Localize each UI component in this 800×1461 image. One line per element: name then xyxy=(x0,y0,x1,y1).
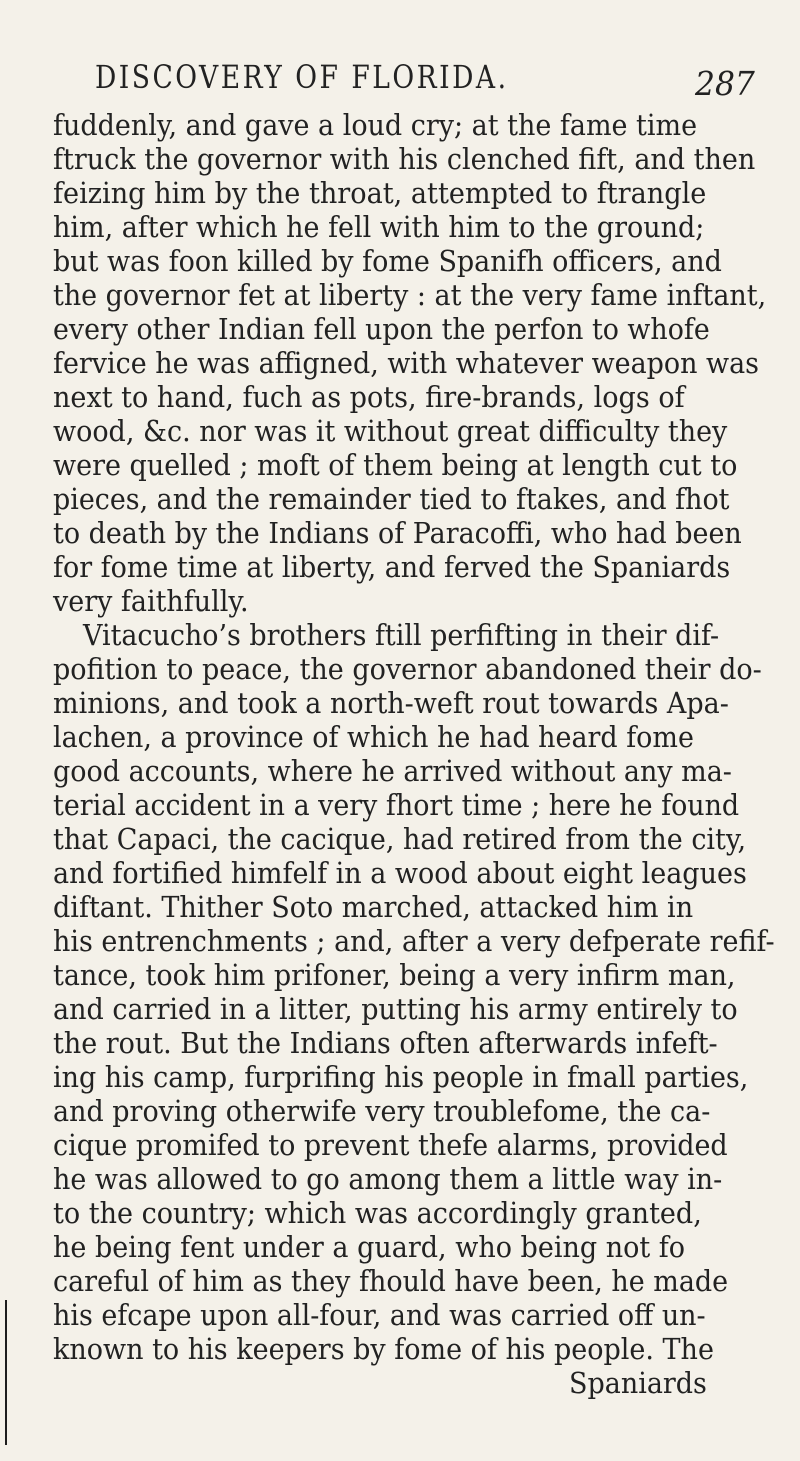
text-line: and proving otherwife very troublefome, the ca- xyxy=(53,1094,711,1128)
text-line: terial accident in a very fhort time ; here he found xyxy=(53,788,740,822)
page-header xyxy=(95,58,795,102)
text-line: and carried in a litter, putting his army entirely to xyxy=(53,992,738,1026)
text-line: him, after which he fell with him to the ground; xyxy=(53,210,705,244)
catchword: Spaniards xyxy=(569,1366,707,1400)
text-line: very faithfully. xyxy=(53,584,249,618)
text-line: careful of him as they fhould have been, he made xyxy=(53,1264,729,1298)
text-line: diftant. Thither Soto marched, attacked him in xyxy=(53,890,694,924)
text-line: were quelled ; moft of them being at length cut to xyxy=(53,448,738,482)
text-line: his efcape upon all-four, and was carried off un- xyxy=(53,1298,706,1332)
text-line: he being fent under a guard, who being not fo xyxy=(53,1230,686,1264)
running-head: DISCOVERY OF FLORIDA. xyxy=(95,58,509,96)
text-line: fuddenly, and gave a loud cry; at the fame time xyxy=(53,108,698,142)
text-line: feizing him by the throat, attempted to ftrangle xyxy=(53,176,707,210)
text-line: every other Indian fell upon the perfon to whofe xyxy=(53,312,710,346)
text-line: good accounts, where he arrived without any ma- xyxy=(53,754,732,788)
text-line: and fortified himfelf in a wood about eight leagues xyxy=(53,856,747,890)
text-line: ftruck the governor with his clenched fift, and then xyxy=(53,142,756,176)
page-number: 287 xyxy=(695,64,755,103)
text-line: next to hand, fuch as pots, fire-brands, logs of xyxy=(53,380,685,414)
text-line: wood, &c. nor was it without great difficulty they xyxy=(53,414,728,448)
text-line: ing his camp, furprifing his people in fmall parties, xyxy=(53,1060,749,1094)
text-line: tance, took him prifoner, being a very infirm man, xyxy=(53,958,736,992)
text-line: the rout. But the Indians often afterwards infeft- xyxy=(53,1026,718,1060)
text-line: cique promifed to prevent thefe alarms, provided xyxy=(53,1128,728,1162)
text-line: that Capaci, the cacique, had retired from the city, xyxy=(53,822,747,856)
text-line: his entrenchments ; and, after a very defperate refif- xyxy=(53,924,775,958)
paragraph-start-line: Vitacucho’s brothers ftill perfifting in their dif- xyxy=(83,618,720,652)
text-line: pofition to peace, the governor abandoned their do- xyxy=(53,652,762,686)
text-line: but was foon killed by fome Spanifh officers, and xyxy=(53,244,722,278)
text-line: fervice he was affigned, with whatever weapon was xyxy=(53,346,759,380)
text-line: he was allowed to go among them a little way in- xyxy=(53,1162,723,1196)
text-line: to death by the Indians of Paracoffi, who had been xyxy=(53,516,742,550)
text-line: to the country; which was accordingly granted, xyxy=(53,1196,702,1230)
text-line: known to his keepers by fome of his people. The xyxy=(53,1332,714,1366)
text-line: lachen, a province of which he had heard fome xyxy=(53,720,694,754)
page-edge-mark xyxy=(5,1300,7,1445)
text-line: for fome time at liberty, and ferved the Spaniards xyxy=(53,550,731,584)
text-line: pieces, and the remainder tied to ftakes, and fhot xyxy=(53,482,730,516)
text-line: minions, and took a north-weft rout towards Apa- xyxy=(53,686,729,720)
text-line: the governor fet at liberty : at the very fame inftant, xyxy=(53,278,767,312)
